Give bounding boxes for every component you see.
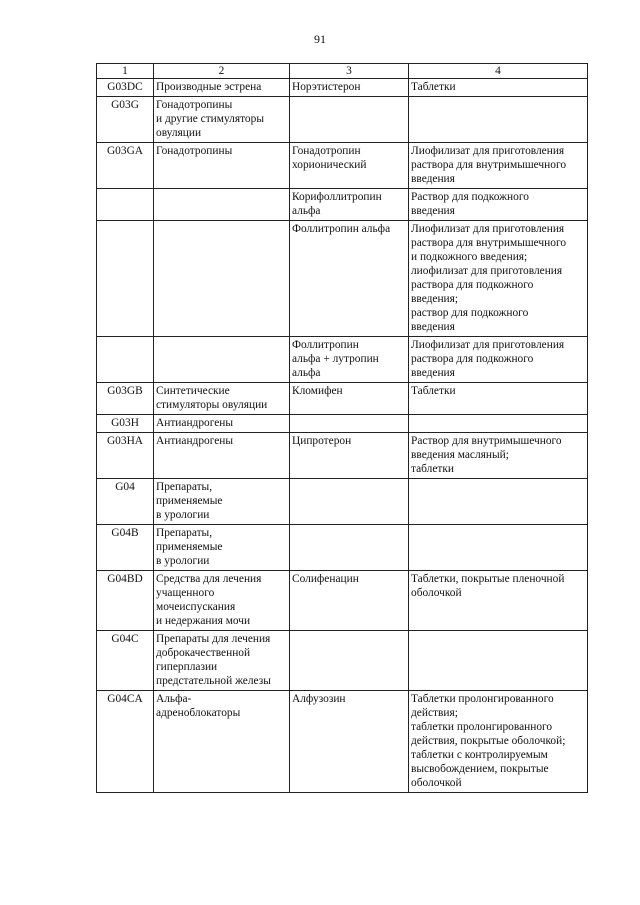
substance-cell: Корифоллитропин альфа (290, 189, 409, 221)
dosage-form-cell: Лиофилизат для приготовления раствора для внутримышечного и подкожного введения; лиофилизат для приготовления раствора для подкожного введения; раствор для подкожного введения (409, 221, 588, 337)
atc-code-cell (97, 337, 154, 383)
substance-cell: Норэтистерон (290, 79, 409, 97)
group-cell: Производные эстрена (154, 79, 290, 97)
group-cell: Антиандрогены (154, 415, 290, 433)
dosage-form-cell: Лиофилизат для приготовления раствора для внутримышечного введения (409, 143, 588, 189)
atc-code-cell: G03GB (97, 383, 154, 415)
group-cell: Антиандрогены (154, 433, 290, 479)
substance-cell (290, 479, 409, 525)
table-row (97, 383, 588, 415)
group-cell: Препараты для лечения доброкачественной гиперплазии предстательной железы (154, 631, 290, 691)
atc-code-cell: G03H (97, 415, 154, 433)
substance-cell: Гонадотропин хорионический (290, 143, 409, 189)
atc-code-cell: G03DC (97, 79, 154, 97)
substance-cell (290, 415, 409, 433)
group-cell: Альфа- адреноблокаторы (154, 691, 290, 793)
substance-cell: Алфузозин (290, 691, 409, 793)
atc-code-cell: G04B (97, 525, 154, 571)
table-row (97, 525, 588, 571)
atc-code-cell: G03G (97, 97, 154, 143)
table-row (97, 571, 588, 631)
table-row (97, 433, 588, 479)
substance-cell: Ципротерон (290, 433, 409, 479)
atc-code-cell: G04C (97, 631, 154, 691)
table-row (97, 221, 588, 337)
dosage-form-cell: Таблетки (409, 79, 588, 97)
substance-cell: Фоллитропин альфа + лутропин альфа (290, 337, 409, 383)
dosage-form-cell (409, 479, 588, 525)
substance-cell (290, 631, 409, 691)
group-cell: Средства для лечения учащенного мочеиспускания и недержания мочи (154, 571, 290, 631)
group-cell (154, 221, 290, 337)
header-col-4: 4 (409, 64, 588, 79)
group-cell: Препараты, применяемые в урологии (154, 525, 290, 571)
dosage-form-cell (409, 415, 588, 433)
atc-code-cell (97, 189, 154, 221)
table-row (97, 79, 588, 97)
header-col-1: 1 (97, 64, 154, 79)
header-col-3: 3 (290, 64, 409, 79)
substance-cell (290, 525, 409, 571)
substance-cell: Кломифен (290, 383, 409, 415)
table-row (97, 337, 588, 383)
atc-code-cell: G04BD (97, 571, 154, 631)
dosage-form-cell: Лиофилизат для приготовления раствора для подкожного введения (409, 337, 588, 383)
dosage-form-cell: Таблетки пролонгированного действия; таблетки пролонгированного действия, покрытые оболочкой; таблетки с контролируемым высвобождением, покрытые оболочкой (409, 691, 588, 793)
atc-code-cell: G04 (97, 479, 154, 525)
substance-cell: Солифенацин (290, 571, 409, 631)
group-cell: Синтетические стимуляторы овуляции (154, 383, 290, 415)
table-row (97, 189, 588, 221)
dosage-form-cell (409, 97, 588, 143)
table-row (97, 143, 588, 189)
header-row (97, 64, 588, 79)
group-cell (154, 337, 290, 383)
table-row (97, 97, 588, 143)
group-cell: Гонадотропины и другие стимуляторы овуляции (154, 97, 290, 143)
table-row (97, 479, 588, 525)
table-row (97, 631, 588, 691)
page-number: 91 (314, 32, 326, 46)
drug-table (96, 63, 588, 793)
dosage-form-cell: Раствор для подкожного введения (409, 189, 588, 221)
substance-cell (290, 97, 409, 143)
table-row (97, 415, 588, 433)
dosage-form-cell (409, 525, 588, 571)
dosage-form-cell: Таблетки, покрытые пленочной оболочкой (409, 571, 588, 631)
group-cell: Гонадотропины (154, 143, 290, 189)
dosage-form-cell (409, 631, 588, 691)
header-col-2: 2 (154, 64, 290, 79)
dosage-form-cell: Раствор для внутримышечного введения масляный; таблетки (409, 433, 588, 479)
atc-code-cell: G03HA (97, 433, 154, 479)
table-row (97, 691, 588, 793)
group-cell (154, 189, 290, 221)
atc-code-cell: G03GA (97, 143, 154, 189)
substance-cell: Фоллитропин альфа (290, 221, 409, 337)
atc-code-cell (97, 221, 154, 337)
dosage-form-cell: Таблетки (409, 383, 588, 415)
atc-code-cell: G04CA (97, 691, 154, 793)
group-cell: Препараты, применяемые в урологии (154, 479, 290, 525)
